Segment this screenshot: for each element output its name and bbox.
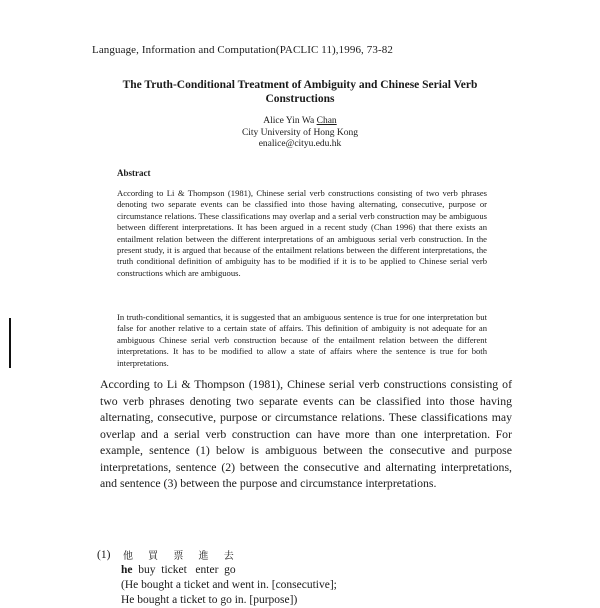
title-line-1: The Truth-Conditional Treatment of Ambiguity and Chinese Serial Verb xyxy=(122,79,478,91)
body-paragraph-1: According to Li & Thompson (1981), Chinese serial verb constructions consisting of two verb phrases denoting two separate events can be classified into those having alternating, consecutive, purpose or circumstance relations. These classifications may overlap and a serial verb construction can have more than one interpretation. For example, sentence (1) below is ambiguous between the consecutive and purpose interpretations, sentence (2) between the consecutive and alternating interpretations, and sentence (3) between the purpose and circumstance interpretations. xyxy=(100,377,512,490)
translation-purpose: He bought a ticket to go in. [purpose]) xyxy=(121,594,298,606)
abstract-paragraph-2: In truth-conditional semantics, it is suggested that an ambiguous sentence is true for one interpretation but false for another relative to a certain state of affairs. This definition of ambiguity is not adequate for an ambiguous Chinese serial verb construction because of the entailment relation between the different interpretations. It has to be modified to allow a state of affairs where the sentence is true for both interpretations. xyxy=(117,312,487,368)
author-affiliation: City University of Hong Kong xyxy=(241,127,359,138)
margin-mark xyxy=(9,318,11,368)
title-line-2: Constructions xyxy=(265,93,335,105)
abstract-paragraph-1: According to Li & Thompson (1981), Chinese serial verb constructions consisting of two verb phrases denoting two separate events can be classified into those having alternating, consecutive, purpose or circumstance relations. These classifications may overlap and a serial verb construction may be ambiguous between different interpretations. It has been argued in a recent study (Chan 1996) that there exists an entailment relation between the different interpretations of an ambiguous serial verb construction. In the present study, it is argued that because of the entailment relations between the different interpretations, the truth conditional definition of ambiguity has to be modified if it is to be applied to Chinese serial verb constructions which are ambiguous. xyxy=(117,188,487,278)
author-surname: Chan xyxy=(316,116,337,126)
example-number: (1) xyxy=(97,549,111,561)
gloss-rest: buy ticket enter go xyxy=(132,564,236,576)
example-gloss xyxy=(121,563,236,578)
paper-title xyxy=(60,78,540,106)
author-email: enalice@cityu.edu.hk xyxy=(258,139,342,149)
author-given-name: Alice Yin Wa xyxy=(263,116,317,126)
gloss-he: he xyxy=(121,564,133,576)
author-name xyxy=(150,116,450,128)
abstract-heading: Abstract xyxy=(117,168,151,178)
running-header: Language, Information and Computation(PACLIC 11),1996, 73-82 xyxy=(92,44,393,56)
translation-consecutive: (He bought a ticket and went in. [consecutive]; xyxy=(121,579,337,591)
example-chinese-text: 他 買 票 進 去 xyxy=(123,551,240,562)
author-block xyxy=(150,116,450,151)
